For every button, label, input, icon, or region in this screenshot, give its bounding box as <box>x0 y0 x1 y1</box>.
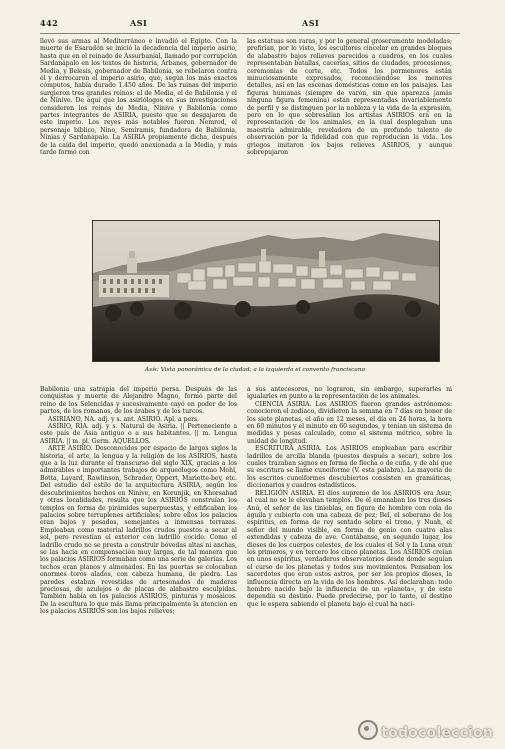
paragraph: las estatuas son raras, y por lo general groseramente modeladas; prefirían, por lo visto, los escultores cincelar en grandes bloques de alabastro bajos relieves parecidos a cuadros, en los cuales representaban batallas, cacerías, sitios de ciudades, procesiones, ceremonias de corte, etc. Todos los pormenores están minuciosamente expresados, reconociéndose los menores detalles, así en las escenas domésticas como en los paisajes. Las figuras humanas (siempre de varón, sin que aparezca jamás ninguna figura femenina) están representadas invariablemente de perfil y se distinguen por la nobleza y la vida de la expresión, pero en lo que sobresalían los artistas ASIRIOS era en la representación de los animales, en la cual desplegaban una maestría admirable, reveladora de un profundo talento de observación por la fidelidad con que reproducían la vida. Los griegos imitaron los bajos relieves ASIRIOS, y aunque sobrepujaron <box>247 38 452 157</box>
panoramic-photo <box>92 220 440 362</box>
text-column-top-left <box>40 38 237 216</box>
town-panorama-image <box>93 221 439 361</box>
paragraph: a sus antecesores, no lograron, sin embargo, superarles ni igualarles en punto a la representación de los animales. <box>247 386 452 401</box>
running-title-right: ASI <box>302 18 320 28</box>
paragraph: llevó sus armas al Mediterráneo e invadió el Egipto. Con la muerte de Esaradón se inició la decadencia del imperio asirio, hasta que en el reinado de Assurbaníal, llamado por corrupción Sardanápalo en los textos de historia, Arbanes, gobernador de Media, y Belesis, gobernador de Babilonia, se rebelaron contra él y derrocaron el imperio asirio, que, según los más exactos cómputos, había durado 1.450 años. De las ruinas del imperio surgieron tres grandes reinos: el de Media, el de Babilonia y el de Nínive. De aquí que los asiriólogos en sus investigaciones consideren los reinos de Media, Nínive y Babilonia como partes integrantes de ASIRIA, puesto que se desgajaron de este imperio. Los reyes más notables fueron Nemrod, el personaje bíblico, Nino, Semíramis, fundadora de Babilonia, Nínias y Sardanápalo. La ASIRIA propiamente dicha, después de la caída del imperio, quedó anexionada a la Media, y más tarde formó con <box>40 38 237 157</box>
dictionary-entry: ARTE ASIRIO. Desconocidos por espacio de largos siglos la historia, el arte, la lengua y la religión de los ASIRIOS, hasta que a la luz durante el transcurso del siglo XIX, gracias a los admirables e importantes trabajos de arqueólogos como Mohl, Botta, Layard, Rawlinson, Schrader, Oppert, Mariette-bey, etc. Del estudio del estilo de la arquitectura ASIRIA, según los descubrimientos hechos en Nínive, en Korunjik, en Khorsabad y otras localidades, resulta que los ASIRIOS construían los templos en forma de pirámides superpuestas, y edificaban los palacios sobre terraplenes artificiales; sobre ellos los palacios eran bajos y pesados, semejantes a inmensas terrazas. Empleaban como material ladrillos crudos puestos a secar al sol, pero revestían el exterior con ladrillo cocido. Como el ladrillo crudo no se presta a construir bóvedas altas ni anchas, se las hacía en compensación muy largas, de tal manera que los palacios ASIRIOS formaban como una serie de galerías. Los techos eran planos y almenados. En las puertas se colocaban enormes toros alados, con cabeza humana, de piedra. Las paredes estaban revestidas de artesonados de maderas preciosas, de azulejos o de placas de alabastro esculpidas. También había en los palacios ASIRIOS, pinturas y mosaicos. De la escultura lo que más llama principalmente la atención en los palacios ASIRIOS son los bajos relieves; <box>40 445 237 616</box>
photo-caption: Asís: Vista panorámica de la ciudad; a la izquierda el convento franciscano <box>144 367 366 373</box>
running-title-left: ASI <box>130 18 148 28</box>
header-rule <box>40 33 460 34</box>
text-column-bottom-left <box>40 386 237 719</box>
dictionary-entry: ASIRIANO, NA. adj. y s. ant. ASIRIO. Apl. a pers. <box>48 415 200 423</box>
watermark-text: todocoleccion <box>381 725 493 741</box>
watermark-logo-icon <box>358 720 378 740</box>
dictionary-entry: ESCRITURA ASIRIA. Los ASIRIOS empleaban para escribir ladrillos de arcilla blanda (puestos después a secar), sobre los cuales trazaban signos en forma de flecha o de cuña, y de ahí que su escritura se llame cuneiforme (V. esta palabra). La mayoría de los escritos cuneiformes descubiertos consisten en gramáticas, diccionarios y cuadros estadísticos. <box>247 445 452 490</box>
text-column-top-right <box>247 38 452 216</box>
text-column-bottom-right <box>247 386 452 719</box>
dictionary-entry: RELIGIÓN ASIRIA. El dios supremo de los ASIRIOS era Asur, al cual no se le elevaban templos. De él emanaban los tres dioses Anú, el señor de las tinieblas, en figura de hombre con cola de águila y cubierto con una cabeza de pez; Bel, el soberano de los espíritus, en forma de rey sentado sobre el trono, y Nuah, el señor del mundo visible, en forma de genio con cuatro alas extendidas y cabeza de ave. Contábanse, en segundo lugar, los dioses de los cuerpos celestes, de los cuales el Sol y la Luna eran los primeros, y en tercero los cinco planetas. Los ASIRIOS creían en unos espíritus, verdaderos observatorios desde donde seguían el curso de los planetas y todos sus movimientos. Pensaban los sacerdotes que eran estos astros, por ser los propios dioses, la influencia directa en la vida de los hombres. Así declaraban: todo hombre nacido bajo la influencia de un «planeta», y de este dependía su destino. Puede predecirse, por lo tanto, el destino que le espera sabiendo el planeta bajo el cual ha naci- <box>247 489 452 608</box>
watermark <box>358 720 493 741</box>
running-header <box>40 18 465 32</box>
paragraph: Babilonia una satrapía del imperio persa. Después de las conquistas y muerte de Alejandro Magno, formó parte del reino de los Selencidas y sucesivamente cayó en poder de los partos, de los romanos, de los árabes y de los turcos. <box>40 386 237 416</box>
dictionary-entry: ASIRIO, RIA. adj. y s. Natural de Asiria. || Perteneciente a este país de Asia antiguo o a sus habitantes. || m. Lengua ASIRIA. || m. pl. Germ. AQUELLOS. <box>40 423 237 445</box>
dictionary-entry: CIENCIA ASIRIA. Los ASIRIOS fueron grandes astrónomos: conocieron el zodíaco, dividieron la semana en 7 días en honor de los siete planetas, el año en 12 meses, el día en 24 horas, la hora en 60 minutos y el minuto en 60 segundos, y tenían un sistema de medidas y pesas calculado, como el sistema métrico, sobre la unidad de longitud. <box>247 400 452 445</box>
page-number: 442 <box>40 18 59 28</box>
